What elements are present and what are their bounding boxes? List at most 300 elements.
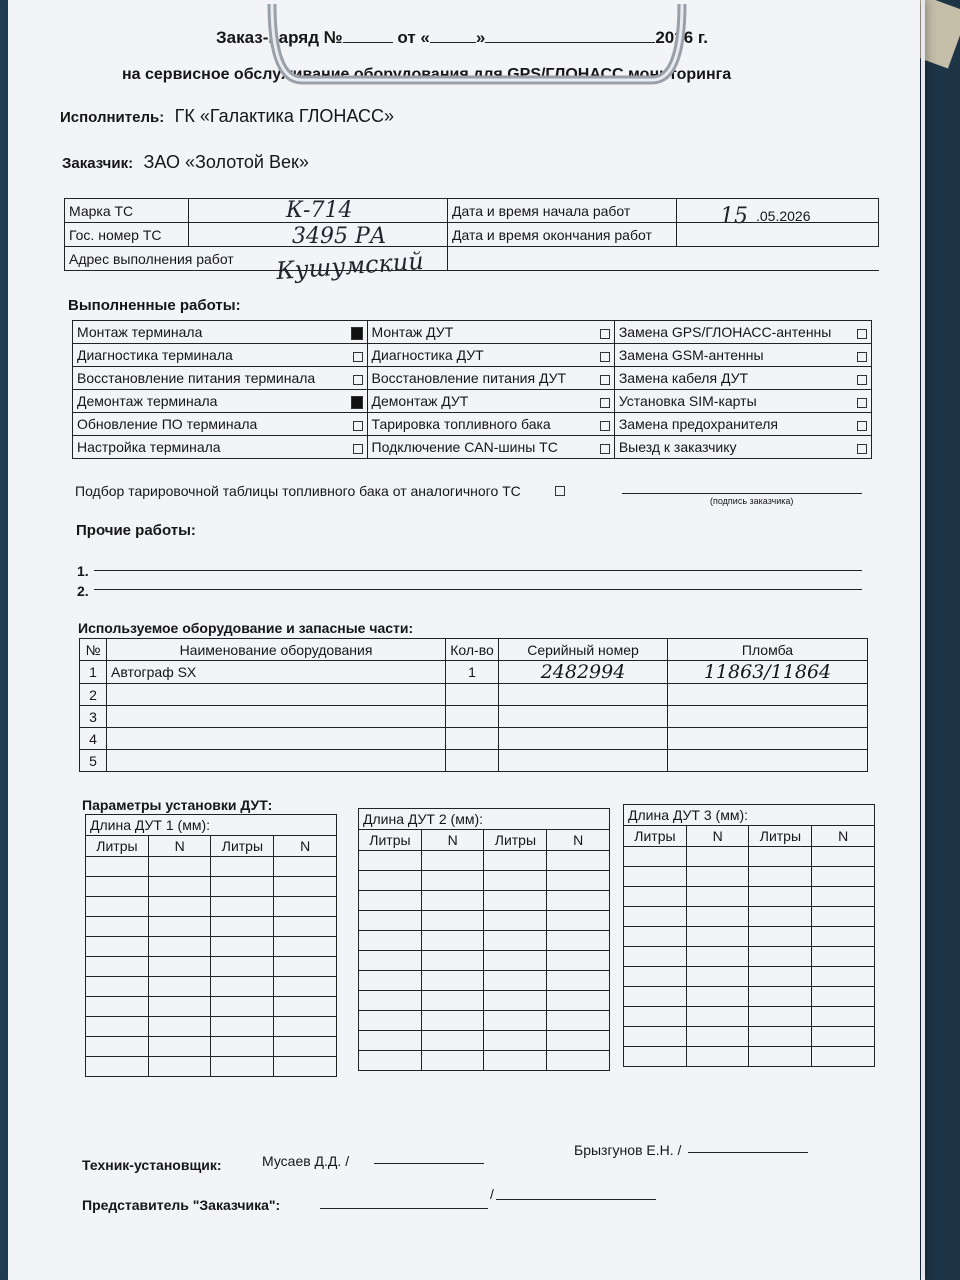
dut-cell[interactable] bbox=[274, 897, 337, 917]
dut-row bbox=[86, 1037, 337, 1057]
dut-row bbox=[359, 871, 610, 891]
equipment-num: 1 bbox=[89, 664, 97, 680]
work-item-label: Восстановление питания ДУТ bbox=[371, 370, 567, 386]
work-item-label: Демонтаж терминала bbox=[77, 393, 218, 409]
equipment-row bbox=[80, 661, 868, 684]
dut-column-header: N bbox=[421, 830, 484, 851]
dut-cell[interactable] bbox=[274, 1017, 337, 1037]
dut-cell[interactable] bbox=[686, 927, 749, 947]
work-item-checkbox[interactable] bbox=[857, 352, 867, 362]
dut-cell[interactable] bbox=[211, 1057, 274, 1077]
address-handwritten: Кушумский bbox=[275, 246, 425, 286]
start-label: Дата и время начала работ bbox=[448, 199, 677, 223]
end-label: Дата и время окончания работ bbox=[448, 223, 677, 247]
equipment-name-cell bbox=[107, 661, 446, 684]
dut-cell[interactable] bbox=[211, 1017, 274, 1037]
stacked-pages-edge bbox=[921, 0, 925, 1280]
work-item bbox=[614, 367, 871, 390]
dut-cell[interactable] bbox=[359, 991, 422, 1011]
dut-cell[interactable] bbox=[624, 1007, 687, 1027]
dut-cell[interactable] bbox=[812, 1007, 875, 1027]
work-item-label: Выезд к заказчику bbox=[618, 439, 737, 455]
dut-cell[interactable] bbox=[211, 957, 274, 977]
dut-cell[interactable] bbox=[749, 847, 812, 867]
dut-cell[interactable] bbox=[547, 931, 610, 951]
dut-cell[interactable] bbox=[547, 1011, 610, 1031]
dut-cell[interactable] bbox=[148, 857, 211, 877]
dut-cell[interactable] bbox=[421, 891, 484, 911]
equipment-seal-cell bbox=[668, 728, 868, 750]
work-item-label: Настройка терминала bbox=[77, 439, 221, 455]
dut-cell[interactable] bbox=[812, 907, 875, 927]
equipment-seal-cell bbox=[668, 750, 868, 772]
dut-cell[interactable] bbox=[484, 1031, 547, 1051]
dut-cell[interactable] bbox=[274, 857, 337, 877]
equipment-name: Автограф SX bbox=[111, 664, 197, 680]
dut-row bbox=[624, 1027, 875, 1047]
dut-cell[interactable] bbox=[86, 917, 149, 937]
dut-grid bbox=[358, 808, 610, 1071]
dut-cell[interactable] bbox=[86, 1057, 149, 1077]
dut-row bbox=[86, 1057, 337, 1077]
work-item-label: Подключение CAN-шины ТС bbox=[371, 439, 558, 455]
dut-column-header: Литры bbox=[211, 836, 274, 857]
dut-cell[interactable] bbox=[211, 1037, 274, 1057]
dut-cell[interactable] bbox=[812, 927, 875, 947]
dut-cell[interactable] bbox=[211, 977, 274, 997]
dut-cell[interactable] bbox=[624, 1027, 687, 1047]
dut-cell[interactable] bbox=[547, 911, 610, 931]
equipment-num-cell bbox=[80, 706, 107, 728]
dut-cell[interactable] bbox=[148, 1037, 211, 1057]
order-title-prefix: Заказ-наряд № bbox=[216, 28, 343, 47]
work-item-checkbox[interactable] bbox=[600, 398, 610, 408]
work-item bbox=[73, 390, 368, 413]
work-item-checkbox[interactable] bbox=[857, 421, 867, 431]
plate-label: Гос. номер ТС bbox=[65, 223, 189, 247]
dut-row bbox=[624, 987, 875, 1007]
dut-cell[interactable] bbox=[547, 951, 610, 971]
dut-cell[interactable] bbox=[359, 931, 422, 951]
dut-cell[interactable] bbox=[812, 887, 875, 907]
dut-row bbox=[624, 907, 875, 927]
tarirovka-checkbox[interactable] bbox=[555, 486, 565, 496]
dut-cell[interactable] bbox=[686, 967, 749, 987]
dut-cell[interactable] bbox=[686, 987, 749, 1007]
dut-cell[interactable] bbox=[86, 937, 149, 957]
order-title-mid: » bbox=[475, 28, 486, 47]
dut-column-header: Литры bbox=[484, 830, 547, 851]
dut-table-3 bbox=[623, 804, 875, 1067]
customer-row bbox=[62, 152, 309, 173]
dut-cell[interactable] bbox=[359, 891, 422, 911]
dut-cell[interactable] bbox=[686, 887, 749, 907]
work-item-checkbox[interactable] bbox=[600, 352, 610, 362]
dut-cell[interactable] bbox=[749, 987, 812, 1007]
dut-cell[interactable] bbox=[547, 891, 610, 911]
dut-row bbox=[359, 1051, 610, 1071]
dut-cell[interactable] bbox=[484, 1051, 547, 1071]
work-item-checkbox[interactable] bbox=[353, 421, 363, 431]
dut-cell[interactable] bbox=[274, 937, 337, 957]
dut-cell[interactable] bbox=[421, 991, 484, 1011]
work-item bbox=[367, 413, 614, 436]
dut-column-header: Литры bbox=[624, 826, 687, 847]
dut-row bbox=[86, 877, 337, 897]
dut-row bbox=[359, 951, 610, 971]
work-item-checkbox[interactable] bbox=[353, 352, 363, 362]
technician-2-line bbox=[688, 1152, 808, 1153]
dut-cell[interactable] bbox=[86, 977, 149, 997]
equipment-qty-cell bbox=[446, 728, 499, 750]
equipment-name-cell bbox=[107, 706, 446, 728]
work-item-checkbox[interactable] bbox=[857, 375, 867, 385]
equipment-num: 4 bbox=[89, 730, 97, 747]
dut-cell[interactable] bbox=[547, 851, 610, 871]
dut-row bbox=[86, 957, 337, 977]
dut-cell[interactable] bbox=[148, 877, 211, 897]
equipment-row bbox=[80, 750, 868, 772]
dut-cell[interactable] bbox=[211, 877, 274, 897]
dut-column-header: N bbox=[148, 836, 211, 857]
dut-column-header: N bbox=[812, 826, 875, 847]
customer-value: ЗАО «Золотой Век» bbox=[143, 152, 309, 172]
dut-table-1 bbox=[85, 814, 337, 1077]
work-item-checkbox[interactable] bbox=[353, 375, 363, 385]
dut-cell[interactable] bbox=[812, 847, 875, 867]
dut-cell[interactable] bbox=[86, 1017, 149, 1037]
dut-cell[interactable] bbox=[86, 877, 149, 897]
executor-value: ГК «Галактика ГЛОНАСС» bbox=[174, 106, 395, 126]
work-item-checkbox[interactable] bbox=[857, 444, 867, 454]
dut-cell[interactable] bbox=[421, 851, 484, 871]
work-item-label: Установка SIM-карты bbox=[618, 393, 757, 409]
dut-cell[interactable] bbox=[749, 967, 812, 987]
dut-cell[interactable] bbox=[421, 911, 484, 931]
equipment-num: 5 bbox=[89, 752, 97, 769]
equipment-qty-cell bbox=[446, 750, 499, 772]
dut-cell[interactable] bbox=[812, 1047, 875, 1067]
dut-cell[interactable] bbox=[749, 1007, 812, 1027]
dut-cell[interactable] bbox=[359, 851, 422, 871]
dut-cell[interactable] bbox=[749, 887, 812, 907]
dut-cell[interactable] bbox=[812, 867, 875, 887]
dut-cell[interactable] bbox=[359, 911, 422, 931]
dut-cell[interactable] bbox=[686, 1027, 749, 1047]
dut-cell[interactable] bbox=[686, 867, 749, 887]
dut-cell[interactable] bbox=[274, 997, 337, 1017]
equipment-seal: 11863/11864 bbox=[703, 661, 832, 683]
executor-label: Исполнитель: bbox=[60, 109, 165, 126]
signature-caption: (подпись заказчика) bbox=[710, 496, 794, 506]
dut-cell[interactable] bbox=[484, 951, 547, 971]
dut-cell[interactable] bbox=[86, 997, 149, 1017]
equipment-qty-cell bbox=[446, 706, 499, 728]
dut-cell[interactable] bbox=[211, 937, 274, 957]
work-item-checkbox[interactable] bbox=[600, 375, 610, 385]
works-table bbox=[72, 320, 872, 459]
executor-row bbox=[60, 106, 394, 127]
equipment-row bbox=[80, 728, 868, 750]
dut-cell[interactable] bbox=[624, 987, 687, 1007]
dut-cell[interactable] bbox=[484, 1011, 547, 1031]
equipment-serial-cell bbox=[499, 706, 668, 728]
dut-cell[interactable] bbox=[624, 1047, 687, 1067]
dut-cell[interactable] bbox=[359, 971, 422, 991]
dut-cell[interactable] bbox=[624, 887, 687, 907]
work-item-checkbox[interactable] bbox=[600, 329, 610, 339]
dut-cell[interactable] bbox=[86, 897, 149, 917]
work-item-label: Монтаж ДУТ bbox=[371, 324, 454, 340]
dut-cell[interactable] bbox=[359, 1031, 422, 1051]
dut-cell[interactable] bbox=[148, 1057, 211, 1077]
technician-label: Техник-установщик: bbox=[82, 1157, 222, 1173]
eq-header-name: Наименование оборудования bbox=[107, 639, 446, 661]
equipment-qty-cell bbox=[446, 661, 499, 684]
work-item bbox=[614, 436, 871, 459]
dut-cell[interactable] bbox=[749, 947, 812, 967]
dut-column-header: Литры bbox=[749, 826, 812, 847]
dut-cell[interactable] bbox=[148, 997, 211, 1017]
dut-cell[interactable] bbox=[148, 1017, 211, 1037]
dut-row bbox=[624, 967, 875, 987]
equipment-title: Используемое оборудование и запасные части: bbox=[78, 620, 414, 636]
dut-cell[interactable] bbox=[211, 917, 274, 937]
dut-cell[interactable] bbox=[624, 967, 687, 987]
work-item bbox=[367, 390, 614, 413]
work-item-checkbox[interactable] bbox=[353, 444, 363, 454]
customer-rep-line-1 bbox=[320, 1208, 488, 1209]
dut-cell[interactable] bbox=[86, 957, 149, 977]
dut-cell[interactable] bbox=[484, 991, 547, 1011]
work-item bbox=[367, 344, 614, 367]
dut-cell[interactable] bbox=[624, 847, 687, 867]
dut-cell[interactable] bbox=[547, 1031, 610, 1051]
dut-cell[interactable] bbox=[421, 871, 484, 891]
dut-cell[interactable] bbox=[274, 917, 337, 937]
dut-cell[interactable] bbox=[148, 957, 211, 977]
work-item-label: Монтаж терминала bbox=[77, 324, 203, 340]
dut-cell[interactable] bbox=[421, 931, 484, 951]
dut-row bbox=[86, 917, 337, 937]
dut-cell[interactable] bbox=[359, 1011, 422, 1031]
work-item-label: Демонтаж ДУТ bbox=[371, 393, 469, 409]
work-item bbox=[367, 321, 614, 344]
dut-cell[interactable] bbox=[547, 991, 610, 1011]
address-cell bbox=[448, 247, 879, 271]
dut-cell[interactable] bbox=[749, 1027, 812, 1047]
dut-cell[interactable] bbox=[624, 927, 687, 947]
equipment-serial: 2482994 bbox=[540, 661, 626, 683]
clip-wire bbox=[272, 4, 682, 80]
dut-cell[interactable] bbox=[812, 1027, 875, 1047]
order-title-from: от « bbox=[397, 28, 430, 47]
dut-cell[interactable] bbox=[749, 1047, 812, 1067]
work-item bbox=[73, 344, 368, 367]
dut-cell[interactable] bbox=[86, 1037, 149, 1057]
equipment-table bbox=[79, 638, 868, 772]
dut-cell[interactable] bbox=[686, 907, 749, 927]
dut-cell[interactable] bbox=[624, 947, 687, 967]
work-item-label: Замена GSM-антенны bbox=[618, 347, 764, 363]
dut-cell[interactable] bbox=[421, 951, 484, 971]
dut-cell[interactable] bbox=[421, 971, 484, 991]
dut-grid bbox=[623, 804, 875, 1067]
works-row bbox=[73, 321, 872, 344]
customer-rep-label: Представитель "Заказчика": bbox=[82, 1197, 281, 1213]
work-item bbox=[367, 367, 614, 390]
dut-cell[interactable] bbox=[148, 917, 211, 937]
work-item-checkbox[interactable] bbox=[351, 396, 363, 409]
dut-cell[interactable] bbox=[484, 971, 547, 991]
work-item-checkbox[interactable] bbox=[857, 398, 867, 408]
dut-row bbox=[624, 867, 875, 887]
dut-cell[interactable] bbox=[484, 931, 547, 951]
dut-cell[interactable] bbox=[812, 987, 875, 1007]
dut-cell[interactable] bbox=[421, 1011, 484, 1031]
dut-row bbox=[86, 937, 337, 957]
work-item-label: Замена кабеля ДУТ bbox=[618, 370, 749, 386]
work-item-checkbox[interactable] bbox=[600, 421, 610, 431]
works-title: Выполненные работы: bbox=[68, 297, 241, 314]
dut-cell[interactable] bbox=[624, 867, 687, 887]
work-item bbox=[73, 367, 368, 390]
dut-column-header: N bbox=[547, 830, 610, 851]
dut-cell[interactable] bbox=[359, 951, 422, 971]
dut-cell[interactable] bbox=[421, 1051, 484, 1071]
end-cell bbox=[677, 223, 879, 247]
dut-caption: Длина ДУТ 3 (мм): bbox=[624, 805, 875, 826]
paper-sheet bbox=[8, 0, 920, 1280]
dut-cell[interactable] bbox=[484, 851, 547, 871]
equipment-name-cell bbox=[107, 684, 446, 706]
dut-cell[interactable] bbox=[686, 847, 749, 867]
work-item bbox=[614, 390, 871, 413]
dut-cell[interactable] bbox=[148, 897, 211, 917]
equipment-seal-cell bbox=[668, 684, 868, 706]
dut-row bbox=[359, 851, 610, 871]
eq-header-seal: Пломба bbox=[668, 639, 868, 661]
dut-cell[interactable] bbox=[148, 937, 211, 957]
dut-cell[interactable] bbox=[274, 1057, 337, 1077]
dut-cell[interactable] bbox=[148, 977, 211, 997]
dut-cell[interactable] bbox=[274, 957, 337, 977]
work-item-checkbox[interactable] bbox=[600, 444, 610, 454]
dut-caption: Длина ДУТ 1 (мм): bbox=[86, 815, 337, 836]
work-item bbox=[73, 413, 368, 436]
dut-cell[interactable] bbox=[749, 927, 812, 947]
dut-cell[interactable] bbox=[211, 997, 274, 1017]
clipboard-clip bbox=[262, 0, 692, 90]
dut-row bbox=[624, 887, 875, 907]
dut-column-header: Литры bbox=[86, 836, 149, 857]
work-item-checkbox[interactable] bbox=[351, 327, 363, 340]
dut-cell[interactable] bbox=[274, 1037, 337, 1057]
dut-row bbox=[359, 931, 610, 951]
dut-row bbox=[86, 897, 337, 917]
dut-cell[interactable] bbox=[484, 911, 547, 931]
dut-cell[interactable] bbox=[211, 897, 274, 917]
technician-2: Брызгунов Е.Н. / bbox=[574, 1142, 682, 1158]
work-item-label: Диагностика терминала bbox=[77, 347, 233, 363]
work-item bbox=[73, 321, 368, 344]
dut-row bbox=[624, 1007, 875, 1027]
other-works-title: Прочие работы: bbox=[76, 522, 196, 539]
equipment-row bbox=[80, 706, 868, 728]
dut-cell[interactable] bbox=[624, 907, 687, 927]
tarirovka-text: Подбор тарировочной таблицы топливного бака от аналогичного ТС bbox=[75, 483, 521, 499]
works-row bbox=[73, 436, 872, 459]
equipment-num-cell bbox=[80, 661, 107, 684]
dut-row bbox=[359, 891, 610, 911]
dut-row bbox=[359, 1031, 610, 1051]
dut-cell[interactable] bbox=[547, 1051, 610, 1071]
tarirovka-row bbox=[75, 481, 565, 499]
dut-cell[interactable] bbox=[547, 871, 610, 891]
dut-row bbox=[624, 927, 875, 947]
technician-1-line bbox=[374, 1163, 484, 1164]
dut-cell[interactable] bbox=[484, 871, 547, 891]
work-item-label: Замена предохранителя bbox=[618, 416, 778, 432]
dut-cell[interactable] bbox=[274, 877, 337, 897]
dut-cell[interactable] bbox=[812, 947, 875, 967]
dut-cell[interactable] bbox=[812, 967, 875, 987]
dut-cell[interactable] bbox=[274, 977, 337, 997]
dut-row bbox=[86, 997, 337, 1017]
equipment-num-cell bbox=[80, 684, 107, 706]
dut-cell[interactable] bbox=[484, 891, 547, 911]
dut-row bbox=[359, 971, 610, 991]
customer-rep-line-2 bbox=[496, 1199, 656, 1200]
dut-grid bbox=[85, 814, 337, 1077]
dut-row bbox=[359, 1011, 610, 1031]
work-item-checkbox[interactable] bbox=[857, 329, 867, 339]
start-day-handwritten: 15 bbox=[720, 204, 748, 229]
dut-cell[interactable] bbox=[86, 857, 149, 877]
dut-cell[interactable] bbox=[686, 947, 749, 967]
dut-column-header: N bbox=[686, 826, 749, 847]
eq-header-qty: Кол-во bbox=[446, 639, 499, 661]
other-line-2 bbox=[94, 589, 862, 590]
dut-row bbox=[86, 1017, 337, 1037]
dut-cell[interactable] bbox=[421, 1031, 484, 1051]
other-item-2: 2. bbox=[77, 583, 89, 599]
dut-cell[interactable] bbox=[749, 867, 812, 887]
dut-cell[interactable] bbox=[359, 1051, 422, 1071]
dut-column-header: Литры bbox=[359, 830, 422, 851]
equipment-rows bbox=[80, 661, 868, 772]
dut-cell[interactable] bbox=[359, 871, 422, 891]
equipment-qty: 1 bbox=[468, 664, 476, 680]
dut-cell[interactable] bbox=[686, 1007, 749, 1027]
technician-1: Мусаев Д.Д. / bbox=[262, 1153, 350, 1169]
equipment-name-cell bbox=[107, 750, 446, 772]
dut-table-2 bbox=[358, 808, 610, 1071]
customer-rep-slash: / bbox=[490, 1186, 494, 1202]
address-label: Адрес выполнения работ bbox=[65, 247, 448, 271]
plate-handwritten: 3495 РА bbox=[292, 224, 387, 249]
order-title-line2: на сервисное обслуживание оборудования для GPS/ГЛОНАСС мониторинга bbox=[122, 66, 732, 83]
dut-cell[interactable] bbox=[211, 857, 274, 877]
dut-cell[interactable] bbox=[547, 971, 610, 991]
dut-cell[interactable] bbox=[749, 907, 812, 927]
equipment-serial-cell bbox=[499, 684, 668, 706]
dut-cell[interactable] bbox=[686, 1047, 749, 1067]
eq-header-serial: Серийный номер bbox=[499, 639, 668, 661]
works-row bbox=[73, 390, 872, 413]
dut-row bbox=[624, 1047, 875, 1067]
dut-row bbox=[86, 977, 337, 997]
